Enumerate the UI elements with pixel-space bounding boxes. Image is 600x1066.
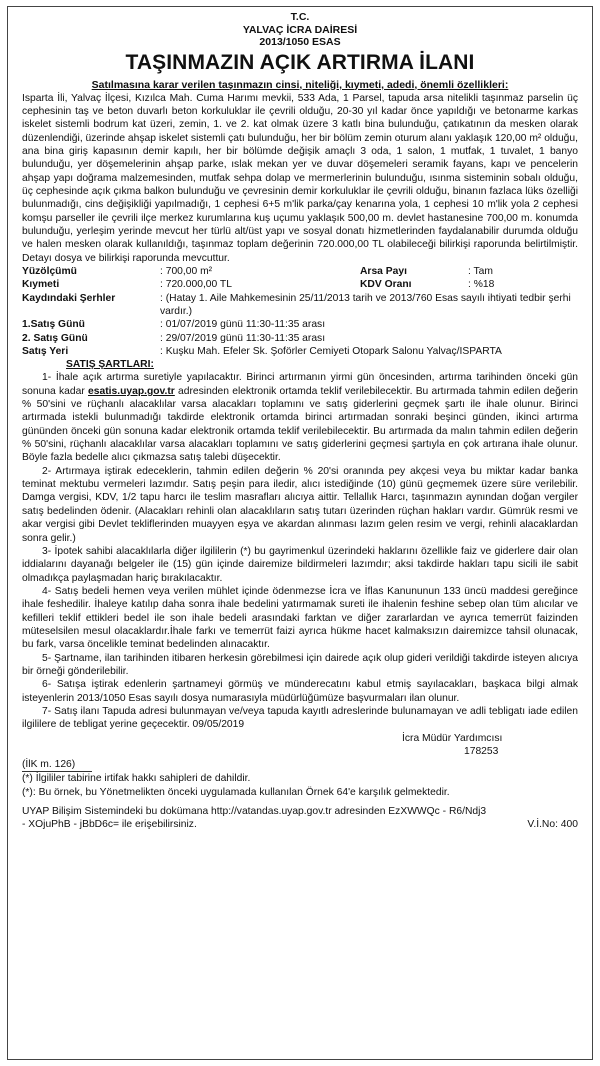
- sale1-label: 1.Satış Günü: [22, 319, 85, 331]
- footer-vno: V.İ.No: 400: [527, 818, 578, 830]
- clause-1: [22, 371, 578, 464]
- esatis-link[interactable]: esatis.uyap.gov.tr: [88, 385, 175, 397]
- area-label: Yüzölçümü: [22, 265, 77, 277]
- location-row: [22, 345, 578, 358]
- location-label: Satış Yeri: [22, 346, 69, 358]
- value-value: : 720.000,00 TL: [160, 279, 232, 291]
- clause-7: 7- Satış ilanı Tapuda adresi bulunmayan ve/veya tapuda kayıtlı adreslerinde bulunamayan ve adli tebligatı iade edilen ilgililere de tebligat yerine geçecektir. 09/05/2019: [22, 705, 578, 731]
- footer-line-2: - XOjuPhB - jBbD6c= ile erişebilirsiniz.: [22, 818, 197, 830]
- sale1-row: [22, 318, 578, 331]
- notice-title: TAŞINMAZIN AÇIK ARTIRMA İLANI: [125, 50, 475, 74]
- sale1-value: : 01/07/2019 günü 11:30-11:35 arası: [160, 319, 326, 331]
- vat-label: KDV Oranı: [360, 279, 412, 291]
- signature-title: İcra Müdür Yardımcısı: [402, 732, 503, 744]
- property-subheading: Satılmasına karar verilen taşınmazın cinsi, niteliği, kıymeti, adedi, önemli özellikleri:: [91, 78, 509, 91]
- clause-3: 3- İpotek sahibi alacaklılarla diğer ilgililerin (*) bu gayrimenkul üzerindeki haklarını özellikle faiz ve giderlere dair olan iddialarını dayanağı belgeler ile (15) gün içinde dairemize bildirmeleri lazımdır; aksi takdirde hakları tapu sicili ile sabit olmadıkça paylaşmadan hariç bırakılacaktır.: [22, 545, 578, 584]
- area-value: : 700,00 m²: [160, 265, 213, 277]
- conditions-heading: SATIŞ ŞARTLARI:: [66, 359, 154, 371]
- legal-reference: (İlK m. 126): [22, 759, 76, 771]
- sale2-row: [22, 332, 578, 345]
- annotations-value: : (Hatay 1. Aile Mahkemesinin 25/11/2013 tarih ve 2013/760 Esas sayılı ihtiyati tedbir şerhi vardır.): [160, 292, 571, 317]
- vat-value: : %18: [468, 279, 495, 291]
- clause-5: 5- Şartname, ilan tarihinden itibaren herkesin görebilmesi için dairede açık olup gideri verildiği takdirde isteyen alıcıya bir örneği gönderilebilir.: [22, 652, 578, 677]
- area-row: [22, 265, 578, 278]
- clause-1-text-b: adresinden elektronik ortamda teklif verilebilecektir. Bu artırmada tahmin edilen değerin % 50'sini ve rüçhanlı alacaklılar varsa alacakları toplamını ve satış giderlerini geçmek şartı ile ihale olunur. Birinci artırmada istekli bulunmadığı takdirde elektronik ortamda birinci artırmadan sonraki beşinci günden, ikinci artırma gününden önceki gün sonuna kadar elektronik ortamda teklif verilebilecektir. Bu artırmada da malın tahmin edilen değerin % 50'sini, rüçhanlı alacaklılar varsa alacakları toplamını ve satış giderlerini geçmesi şartıyla en çok artırana ihale olunur. Böyle fazla bedelle alıcı çıkmazsa satış talebi düşecektir.: [22, 385, 579, 464]
- location-value: : Kuşku Mah. Efeler Sk. Şoförler Cemiyeti Otopark Salonu Yalvaç/ISPARTA: [160, 346, 502, 358]
- clause-4: 4- Satış bedeli hemen veya verilen mühlet içinde ödenmezse İcra ve İflas Kanununun 133 üncü maddesi gereğince ihale feshedilir. İhaleye katılıp daha sonra ihale bedelini yatırmamak sureti ile ihalenin feshine sebep olan tüm alıcılar ve kefilleri teklif ettikleri bedel ile son ihale bedeli arasındaki farktan ve diğer zararlardan ve ayrıca temerrüt faizinden müteselsilen mesul olacaklardır.İhale farkı ve temerrüt faizi ayrıca hükme hacet kalmaksızın dairemizce tahsil olunacak, bu fark, varsa öncelikle teminat bedelinden alınacaktır.: [22, 585, 578, 651]
- sale2-value: : 29/07/2019 günü 11:30-11:35 arası: [160, 332, 326, 344]
- share-label: Arsa Payı: [360, 265, 407, 277]
- share-value: : Tam: [468, 265, 493, 277]
- header-tc: T.C.: [290, 11, 310, 23]
- footnote-1: (*) İlgililer tabirine irtifak hakkı sahipleri de dahildir.: [22, 773, 251, 785]
- value-row: [22, 278, 578, 291]
- header-office: YALVAÇ İCRA DAİRESİ: [242, 23, 358, 36]
- notice-page: [7, 6, 593, 1060]
- uyap-footer: [22, 805, 578, 831]
- value-label: Kıymeti: [22, 279, 60, 291]
- signature-number: 178253: [464, 746, 499, 757]
- annotations-label: Kaydındaki Şerhler: [22, 292, 116, 304]
- footnote-2: (*): Bu örnek, bu Yönetmelikten önceki uygulamada kullanılan Örnek 64'e karşılık gelmektedir.: [22, 786, 450, 798]
- annotations-row: [22, 292, 578, 319]
- clause-6: 6- Satışa iştirak edenlerin şartnameyi görmüş ve münderecatını kabul etmiş sayılacakları, başkaca bilgi almak isteyenlerin 2013/1050 Esas sayılı dosya numarasıyla müdürlüğümüze başvurmaları ilan olunur.: [22, 679, 578, 704]
- property-description: Isparta İli, Yalvaç İlçesi, Kızılca Mah. Cuma Harımı mevkii, 533 Ada, 1 Parsel, tapuda arsa nitelikli taşınmaz parselin üç cephesinin taş ve beton duvarlı beton korkuluklar ile çevrili olduğu, 20-30 yıl kadar önce yapıldığı ve betonarme karkas iskelet sistemli bodrum kat üzeri, zemin, 1. ve 2. kat olmak üzere 3 katlı bina bulunduğu, çatıkatının da mesken olarak düzenlendiği, üzerinde ahşap iskelet sistemli çatı bulunduğu, her bir bölüm zemin oturum alanı yaklaşık 120,00 m² olduğu, ana bina giriş kapasının demir kapılı, her bir bölümde değişik amaçlı 3 oda, 1 salon, 1 mutfak, 1 tuvalet, 1 banyo bulunduğu, yer döşemelerinin ahşap parke, ıslak mekan yer ve duvar döşemeleri seramik fayans, kapı ve pencelerin ahşap yapı doğrama malzemesinden, mutfak sehpa dolap ve mermerlerinin bulunduğu, ısınma sisteminin sobalı olduğu, üç cephesinde açık çıkma balkon bulunduğu ve çevresinin demir korkuluklar ile çevrili olduğu, binanın fazlaca lüks özelliği bulunmadığı, cins değişikliği yapılmadığı, 1 cephesi 6+5 m'lik parka/çay kenarına yola, 1 cephesi 10 m'lik yola 2 cephesi komşu parseller ile çevrili ilçe merkez kurumlarına kuş uçumu yaklaşık 500,00 m. devlet hastanesine 700,00 m. konumda bulunduğu, yerleşim yerinde mevcut her türlü alt/üst yapı ve sosyal donatı hizmetlerinden faydalanabilir durumda olduğu ve halen mesken olarak kullanıldığı, taşınmaz toplam değerinin 720.000,00 TL olabileceği bilirkişi raporunda belirtilmiştir. Detayı dosya ve bilirkişi raporunda mevcuttur.: [22, 92, 578, 264]
- clause-1-text-a: 1- İhale açık artırma suretiyle yapılacaktır. Birinci artırmanın yirmi gün öncesinden, artırma tarihinden önceki gün sonuna kadar: [22, 372, 578, 397]
- sale2-label: 2. Satış Günü: [22, 332, 88, 344]
- header-case-number: 2013/1050 ESAS: [259, 36, 341, 48]
- footer-line-1: UYAP Bilişim Sistemindeki bu dokümana http://vatandas.uyap.gov.tr adresinden EzXWWQc - R6/Ndj3: [22, 805, 487, 817]
- clause-2: 2- Artırmaya iştirak edeceklerin, tahmin edilen değerin % 20'si oranında pey akçesi veya bu miktar kadar banka teminat mektubu vermeleri lazımdır. Satış peşin para iledir, alıcı istediğinde (10) günü geçmemek üzere süre verilebilir. Damga vergisi, KDV, 1/2 tapu harcı ile teslim masrafları alıcıya aittir. Tellallık Harcı, taşınmazın aynından doğan vergiler satış bedelinden ödenir. (Alacakları rehinli olan alacaklıların satış tutarı üzerinden rüçhan hakları vardır. Gümrük resmi ve akar vergisi gibi Devlet tekliflerinden muayyen eşya ve akardan alınması lazım gelen resim ve vergi, rehinli alacaklardan sonra gelir.): [22, 465, 578, 544]
